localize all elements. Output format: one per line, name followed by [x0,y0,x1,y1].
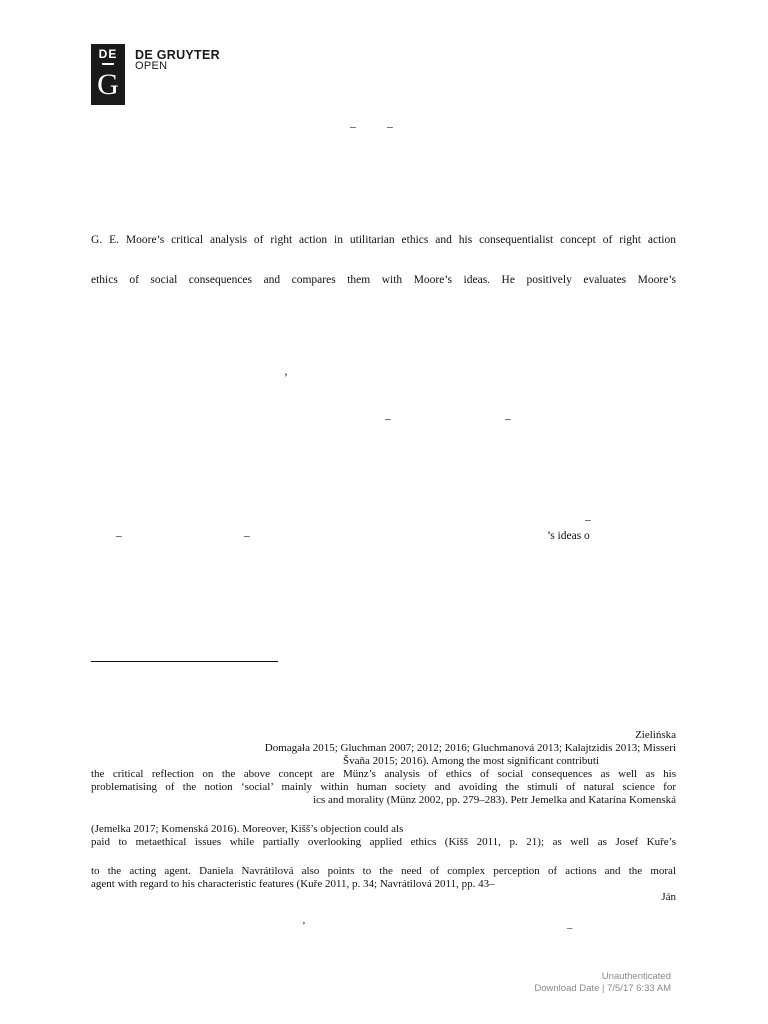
footnote-line: Švaňa 2015; 2016). Among the most significant contributi [343,755,600,767]
footnote-line: Zielińska [635,729,676,741]
footnote-line: ics and morality (Münz 2002, pp. 279–283). Petr Jemelka and Katarína Komenská [313,794,676,806]
footnote-line: Domagała 2015; Gluchman 2007; 2012; 2016; Gluchmanová 2013; Kalajtzidis 2013; Misseri [264,742,676,754]
dash-mark: – [244,530,250,542]
footnote-line: paid to metaethical issues while partially overlooking applied ethics (Kišš 2011, p. 21); as well as Josef Kuře’s [91,836,676,848]
logo-divider [102,63,114,65]
footnote-line: (Jemelka 2017; Komenská 2016). Moreover, Kišš’s objection could als [91,823,404,835]
body-line-1: G. E. Moore’s critical analysis of right action in utilitarian ethics and his consequentialist concept of right action [91,234,676,246]
body-line-2: ethics of social consequences and compares them with Moore’s ideas. He positively evaluates Moore’s [91,274,676,286]
apostrophe-mark: ’ [284,372,288,384]
dash-mark: – [350,121,356,133]
dash-mark: – [505,413,511,425]
publisher-name: DE GRUYTER [135,48,220,62]
logo-de-text: DE [98,47,118,61]
logo-g-letter: G [97,68,119,101]
footnote-line: agent with regard to his characteristic features (Kuře 2011, p. 34; Navrátilová 2011, pp. 43– [91,878,495,890]
dash-mark: – [567,922,573,934]
footnote-line: problematising of the notion ‘social’ mainly within human society and avoiding the stimuli of natural science for [91,781,676,793]
body-fragment: ’s ideas o [547,530,590,542]
publisher-sub: OPEN [135,60,168,72]
footnote-separator [91,661,278,662]
dash-mark: – [387,121,393,133]
dash-mark: – [385,413,391,425]
footnote-line: Ján [661,891,676,903]
dash-mark: – [585,514,591,526]
auth-status: Unauthenticated [601,971,671,982]
footnote-line: to the acting agent. Daniela Navrátilová also points to the need of complex perception of actions and the moral [91,865,676,877]
publisher-logo [91,44,125,105]
footnote-line: the critical reflection on the above concept are Münz’s analysis of ethics of social consequences as well as his [91,768,676,780]
download-date: Download Date | 7/5/17 6:33 AM [534,983,671,994]
dash-mark: – [116,530,122,542]
apostrophe-mark: ’ [302,920,306,932]
